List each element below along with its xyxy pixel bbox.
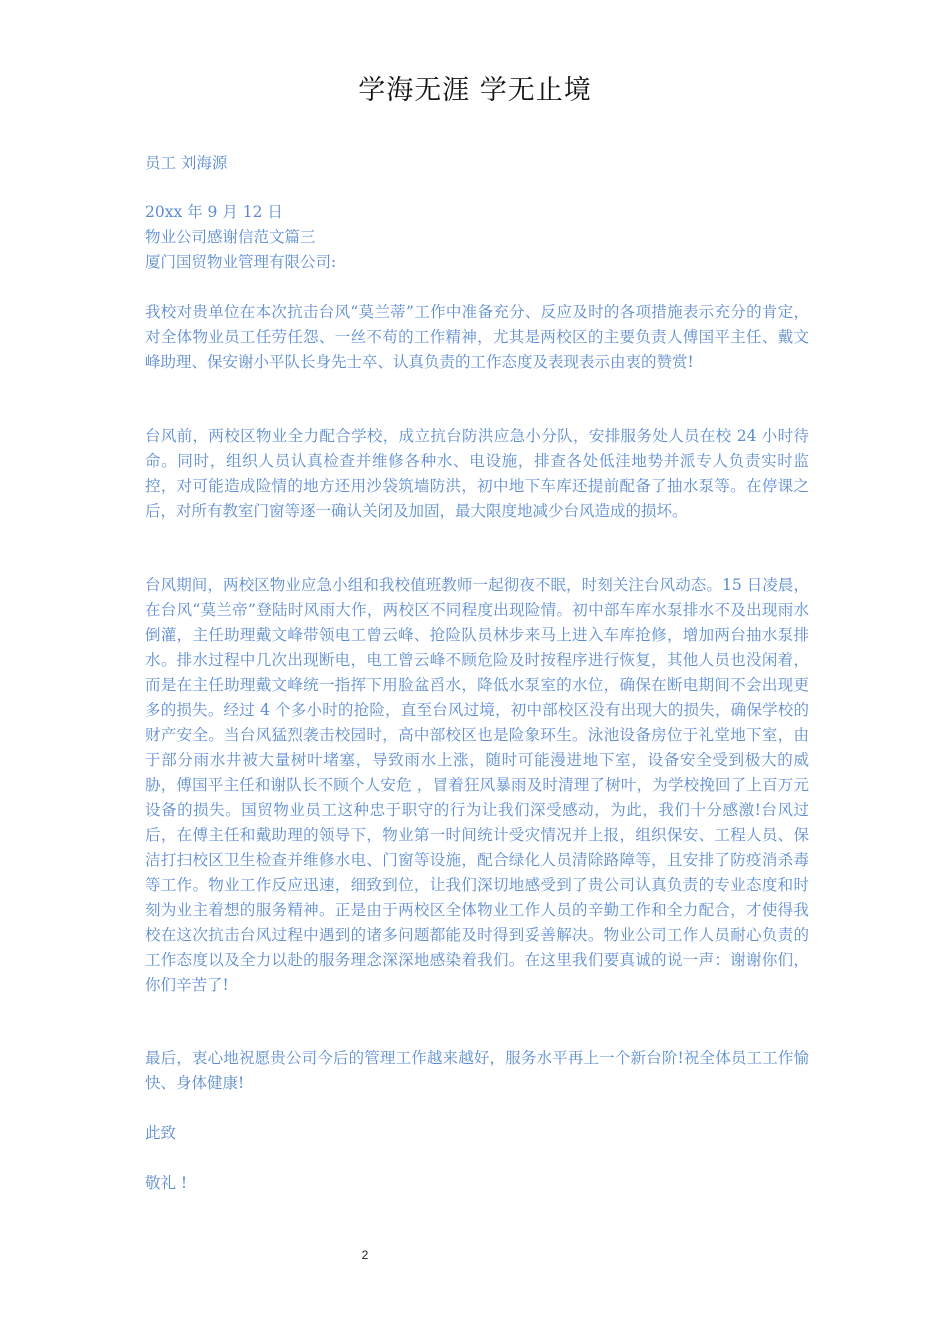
- closing-salutation: 此致: [145, 1124, 177, 1142]
- paragraph-2: 台风前，两校区物业全力配合学校，成立抗台防洪应急小分队，安排服务处人员在校 24 小时待命。同时，组织人员认真检查并维修各种水、电设施，排查各处低洼地势并派专人负责实时监控，对可能造成险情的地方还用沙袋筑墙防洪，初中地下车库还提前配备了抽水泵等。在停课之后，对所有教室门窗等逐一确认关闭及加固，最大限度地减少台风造成的损坏。: [145, 427, 809, 520]
- paragraph-1: 我校对贵单位在本次抗击台风“莫兰蒂”工作中准备充分、反应及时的各项措施表示充分的肯定，对全体物业员工任劳任怨、一丝不苟的工作精神，尤其是两校区的主要负责人傅国平主任、戴文峰助理、保安谢小平队长身先士卒、认真负责的工作态度及表现表示由衷的赞赏!: [145, 303, 809, 371]
- letter-date: 20xx 年 9 月 12 日: [145, 203, 283, 221]
- closing-regards: 敬礼 !: [145, 1174, 188, 1192]
- paragraph-4: 最后，衷心地祝愿贵公司今后的管理工作越来越好，服务水平再上一个新台阶!祝全体员工工作愉快、身体健康!: [145, 1049, 809, 1092]
- paragraph-3: 台风期间，两校区物业应急小组和我校值班教师一起彻夜不眠，时刻关注台风动态。15 日凌晨，在台风“莫兰帝”登陆时风雨大作，两校区不同程度出现险情。初中部车库水泵排水不及出现雨水倒灌，主任助理戴文峰带领电工曾云峰、抢险队员林步来马上进入车库抢修，增加两台抽水泵排水。排水过程中几次出现断电，电工曾云峰不顾危险及时按程序进行恢复，其他人员也没闲着，而是在主任助理戴文峰统一指挥下用脸盆舀水，降低水泵室的水位，确保在断电期间不会出现更多的损失。经过 4 个多小时的抢险，直至台风过境，初中部校区没有出现大的损失，确保学校的财产安全。当台风猛烈袭击校园时，高中部校区也是险象环生。泳池设备房位于礼堂地下室，由于部分雨水井被大量树叶堵塞，导致雨水上涨，随时可能漫进地下室，设备安全受到极大的威胁，傅国平主任和谢队长不顾个人安危 ，冒着狂风暴雨及时清理了树叶，为学校挽回了上百万元设备的损失。国贸物业员工这种忠于职守的行为让我们深受感动，为此，我们十分感激!台风过后，在傅主任和戴助理的领导下，物业第一时间统计受灾情况并上报，组织保安、工程人员、保洁打扫校区卫生检查并维修水电、门窗等设施，配合绿化人员清除路障等，且安排了防疫消杀毒等工作。物业工作反应迅速，细致到位，让我们深切地感受到了贵公司认真负责的专业态度和时刻为业主着想的服务精神。正是由于两校区全体物业工作人员的辛勤工作和全力配合，才使得我校在这次抗击台风过程中遇到的诸多问题都能及时得到妥善解决。物业公司工作人员耐心负责的工作态度以及全力以赴的服务理念深深地感染着我们。在这里我们要真诚的说一声：谢谢你们，你们辛苦了!: [145, 576, 809, 994]
- page-header-title: 学海无涯 学无止境: [358, 75, 592, 106]
- letter-recipient: 厦门国贸物业管理有限公司:: [145, 253, 337, 271]
- page-number: 2: [361, 1248, 369, 1262]
- document-title: 物业公司感谢信范文篇三: [145, 228, 316, 246]
- signature-line: 员工 刘海源: [145, 154, 228, 172]
